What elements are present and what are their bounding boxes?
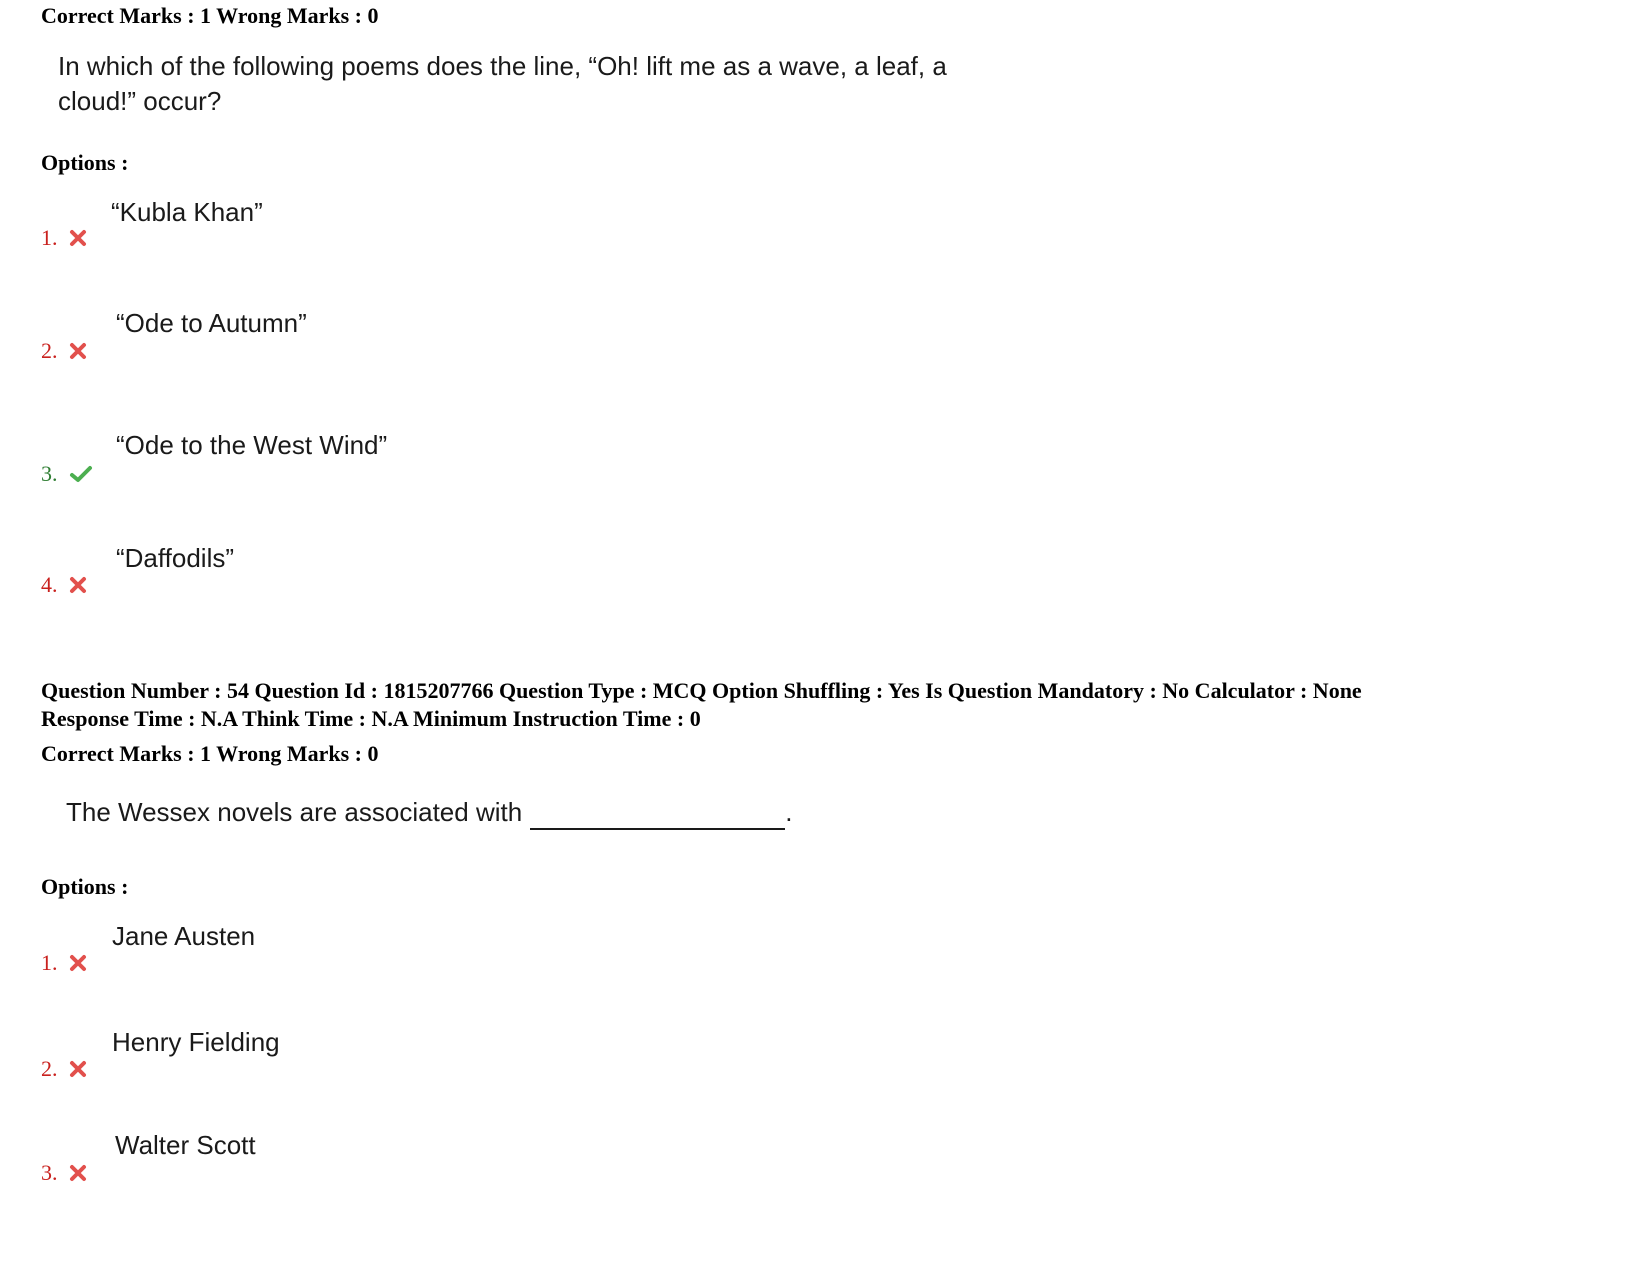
q1-option-1-number	[41, 225, 87, 251]
q1-question-line2: cloud!” occur?	[58, 86, 222, 116]
q1-option-1-num: 1.	[41, 225, 58, 250]
cross-icon	[69, 1060, 87, 1078]
q1-marks: Correct Marks : 1 Wrong Marks : 0	[41, 3, 379, 28]
q1-option-4-number	[41, 572, 87, 598]
q2-question-body: The Wessex novels are associated with	[66, 797, 523, 827]
fill-in-blank	[530, 802, 785, 830]
q1-question-line1: In which of the following poems does the line, “Oh! lift me as a wave, a leaf, a	[58, 51, 947, 81]
q2-options-label: Options :	[41, 874, 129, 899]
q2-option-2-number	[41, 1056, 87, 1082]
q2-question-text	[66, 795, 792, 830]
q2-meta-line2: Response Time : N.A Think Time : N.A Minimum Instruction Time : 0	[41, 706, 701, 731]
q1-option-3-num: 3.	[41, 461, 58, 486]
cross-icon	[69, 1164, 87, 1182]
q1-option-2-num: 2.	[41, 338, 58, 363]
q1-option-4-num: 4.	[41, 572, 58, 597]
q2-option-3-text: Walter Scott	[115, 1130, 256, 1160]
q1-option-4-text: “Daffodils”	[116, 543, 235, 573]
q1-option-3-text: “Ode to the West Wind”	[116, 430, 388, 460]
cross-icon	[69, 342, 87, 360]
check-icon	[69, 465, 93, 483]
q2-option-2-text: Henry Fielding	[112, 1027, 280, 1057]
q2-marks: Correct Marks : 1 Wrong Marks : 0	[41, 741, 379, 766]
q2-option-1-num: 1.	[41, 950, 58, 975]
q2-option-3-number	[41, 1160, 87, 1186]
q1-option-3-number	[41, 461, 93, 487]
q1-option-1-text: “Kubla Khan”	[111, 197, 263, 227]
cross-icon	[69, 229, 87, 247]
q1-option-2-number	[41, 338, 87, 364]
q2-option-3-num: 3.	[41, 1160, 58, 1185]
q2-option-1-text: Jane Austen	[112, 921, 256, 951]
q2-question-end: .	[785, 797, 793, 827]
q1-question-text	[58, 49, 947, 119]
q1-options-label: Options :	[41, 150, 129, 175]
q2-meta-line1: Question Number : 54 Question Id : 1815207766 Question Type : MCQ Option Shuffling : Yes Is Question Mandatory : No Calculator : None	[41, 678, 1362, 703]
q1-option-2-text: “Ode to Autumn”	[116, 308, 307, 338]
q2-option-2-num: 2.	[41, 1056, 58, 1081]
q2-option-1-number	[41, 950, 87, 976]
cross-icon	[69, 576, 87, 594]
cross-icon	[69, 954, 87, 972]
